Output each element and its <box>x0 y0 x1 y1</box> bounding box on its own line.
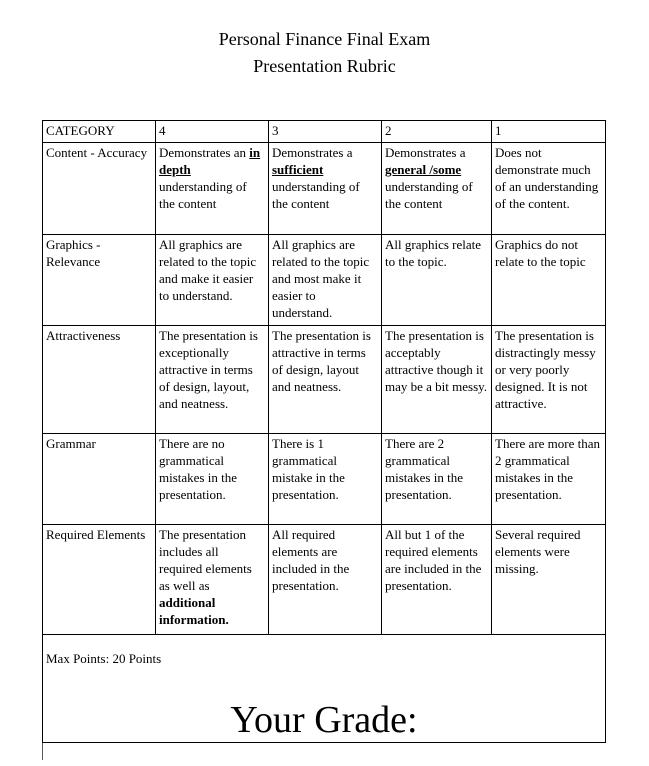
rubric-cell-text: in depth <box>159 145 261 177</box>
column-header-category: CATEGORY <box>43 121 156 143</box>
rubric-cell-text: Several required elements were missing. <box>495 527 581 576</box>
grade-cell-content <box>43 635 605 741</box>
rubric-cell <box>156 235 269 326</box>
rubric-cell-text: additional information. <box>159 595 229 627</box>
rubric-cell <box>492 235 606 326</box>
rubric-cell <box>156 434 269 525</box>
rubric-cell-text: There are more than 2 grammatical mistakes in the presentation. <box>495 436 601 502</box>
rubric-cell-text: There are 2 grammatical mistakes in the presentation. <box>385 436 463 502</box>
max-points-text: Max Points: 20 Points <box>46 651 162 666</box>
rubric-cell-text: There are no grammatical mistakes in the presentation. <box>159 436 237 502</box>
rubric-cell <box>156 143 269 235</box>
rubric-cell-text: The presentation is attractive in terms of design, layout and neatness. <box>272 328 371 394</box>
rubric-cell <box>382 525 492 635</box>
rubric-cell <box>492 326 606 434</box>
rubric-row <box>43 326 606 434</box>
rubric-cell <box>156 525 269 635</box>
rubric-row <box>43 235 606 326</box>
rubric-cell-text: The presentation is distractingly messy or very poorly designed. It is not attractive. <box>495 328 596 411</box>
rubric-cell-text: Demonstrates a <box>272 145 353 160</box>
category-cell: Content - Accuracy <box>43 143 156 235</box>
rubric-cell-text: There is 1 grammatical mistake in the presentation. <box>272 436 345 502</box>
rubric-cell <box>492 525 606 635</box>
rubric-table-foot <box>43 635 606 743</box>
rubric-cell-text: All required elements are included in the presentation. <box>272 527 350 593</box>
rubric-cell <box>269 143 382 235</box>
rubric-cell-text: sufficient <box>272 162 324 177</box>
rubric-cell <box>269 434 382 525</box>
rubric-cell-text: The presentation is acceptably attractive though it may be a bit messy. <box>385 328 488 394</box>
column-header-4: 4 <box>156 121 269 143</box>
category-cell: Attractiveness <box>43 326 156 434</box>
rubric-cell <box>269 525 382 635</box>
category-cell: Required Elements <box>43 525 156 635</box>
rubric-cell <box>269 326 382 434</box>
rubric-row <box>43 434 606 525</box>
rubric-cell <box>382 434 492 525</box>
column-header-2: 2 <box>382 121 492 143</box>
rubric-row <box>43 525 606 635</box>
rubric-cell <box>382 235 492 326</box>
rubric-table <box>42 120 606 743</box>
grade-cell <box>43 635 606 743</box>
rubric-cell-text: understanding of the content <box>159 179 247 211</box>
grade-row <box>43 635 606 743</box>
rubric-cell <box>492 434 606 525</box>
rubric-cell <box>382 326 492 434</box>
rubric-cell <box>156 326 269 434</box>
rubric-cell-text: Demonstrates a <box>385 145 466 160</box>
document-title <box>0 0 649 80</box>
rubric-cell-text: Does not demonstrate much of an understanding of the content. <box>495 145 599 211</box>
category-cell: Grammar <box>43 434 156 525</box>
rubric-table-head <box>43 121 606 143</box>
rubric-row <box>43 143 606 235</box>
rubric-cell-text: All graphics relate to the topic. <box>385 237 482 269</box>
rubric-cell <box>269 235 382 326</box>
rubric-cell-text: Graphics do not relate to the topic <box>495 237 586 269</box>
rubric-cell-text: All graphics are related to the topic and most make it easier to understand. <box>272 237 370 320</box>
rubric-cell-text: The presentation includes all required elements as well as <box>159 527 252 593</box>
rubric-cell <box>382 143 492 235</box>
text-cursor <box>42 743 43 760</box>
category-cell: Graphics - Relevance <box>43 235 156 326</box>
your-grade-label: Your Grade: <box>230 699 418 741</box>
rubric-table-body <box>43 143 606 635</box>
rubric-cell-text: The presentation is exceptionally attractive in terms of design, layout, and neatness. <box>159 328 258 411</box>
rubric-cell-text: general /some <box>385 162 462 177</box>
column-header-1: 1 <box>492 121 606 143</box>
header-row <box>43 121 606 143</box>
rubric-cell-text: understanding of the content <box>385 179 473 211</box>
column-header-3: 3 <box>269 121 382 143</box>
rubric-cell-text: Demonstrates an <box>159 145 250 160</box>
rubric-cell <box>492 143 606 235</box>
rubric-cell-text: All but 1 of the required elements are included in the presentation. <box>385 527 482 593</box>
rubric-cell-text: All graphics are related to the topic and make it easier to understand. <box>159 237 257 303</box>
title-line-1: Personal Finance Final Exam <box>218 29 431 49</box>
title-line-2: Presentation Rubric <box>253 56 396 76</box>
rubric-cell-text: understanding of the content <box>272 179 360 211</box>
